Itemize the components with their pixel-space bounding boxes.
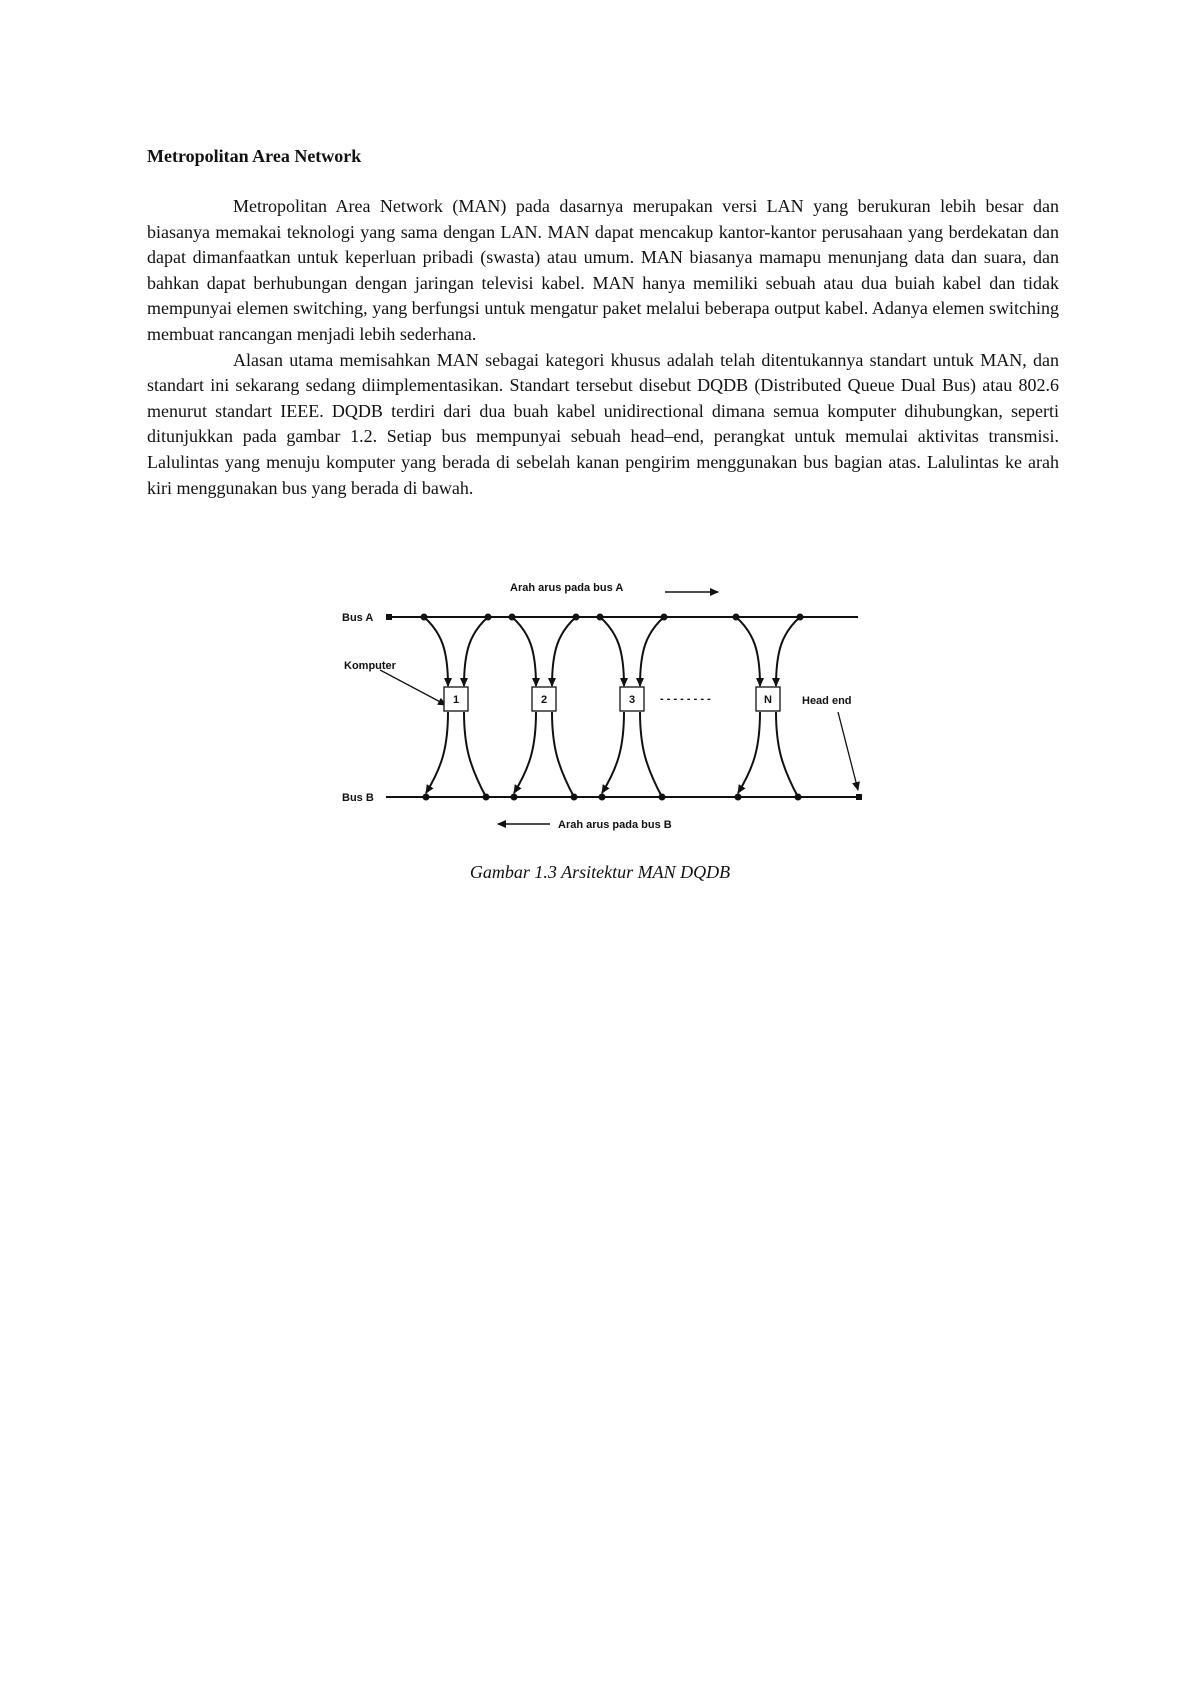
node-2-label: 2 <box>540 694 548 706</box>
computer-label: Komputer <box>344 660 396 672</box>
node-3-label: 3 <box>628 694 636 706</box>
figure-caption: Gambar 1.3 Arsitektur MAN DQDB <box>469 862 731 882</box>
node-1 <box>421 614 492 801</box>
direction-a-label: Arah arus pada bus A <box>510 582 624 594</box>
computer-pointer <box>380 670 446 705</box>
document-body <box>147 144 1059 501</box>
node-3 <box>597 614 668 801</box>
node-1-label: 1 <box>452 694 460 706</box>
dqdb-svg <box>330 575 870 840</box>
head-end-pointer <box>838 712 858 790</box>
bus-a-label: Bus A <box>342 612 374 624</box>
section-heading: Metropolitan Area Network <box>147 146 362 166</box>
dqdb-diagram <box>330 575 870 840</box>
direction-b-label: Arah arus pada bus B <box>558 819 672 831</box>
node-n <box>733 614 804 801</box>
bus-b-label: Bus B <box>342 792 374 804</box>
node-2 <box>509 614 580 801</box>
paragraph-1: Metropolitan Area Network (MAN) pada dasarnya merupakan versi LAN yang berukuran lebih besar dan biasanya memakai teknologi yang sama dengan LAN. MAN dapat mencakup kantor-kantor perusahaan yang berdekatan dan dapat dimanfaatkan untuk keperluan pribadi (swasta) atau umum. MAN biasanya mamapu menunjang data dan suara, dan bahkan dapat berhubungan dengan jaringan televisi kabel. MAN hanya memiliki sebuah atau dua buiah kabel dan tidak mempunyai elemen switching, yang berfungsi untuk mengatur paket melalui beberapa output kabel. Adanya elemen switching membuat rancangan menjadi lebih sederhana. <box>147 196 1059 344</box>
head-end-label: Head end <box>802 695 852 707</box>
node-ellipsis: - - - - - - - - <box>660 693 711 705</box>
bus-a-head-end <box>386 614 392 620</box>
paragraph-2: Alasan utama memisahkan MAN sebagai kategori khusus adalah telah ditentukannya standart untuk MAN, dan standart ini sekarang sedang diimplementasikan. Standart tersebut disebut DQDB (Distributed Queue Dual Bus) atau 802.6 menurut standart IEEE. DQDB terdiri dari dua buah kabel unidirectional dimana semua komputer dihubungkan, seperti ditunjukkan pada gambar 1.2. Setiap bus mempunyai sebuah head–end, perangkat untuk memulai aktivitas transmisi. Lalulintas yang menuju komputer yang berada di sebelah kanan pengirim menggunakan bus bagian atas. Lalulintas ke arah kiri menggunakan bus yang berada di bawah. <box>147 349 1059 498</box>
node-n-label: N <box>764 694 772 706</box>
bus-b-head-end <box>856 794 862 800</box>
